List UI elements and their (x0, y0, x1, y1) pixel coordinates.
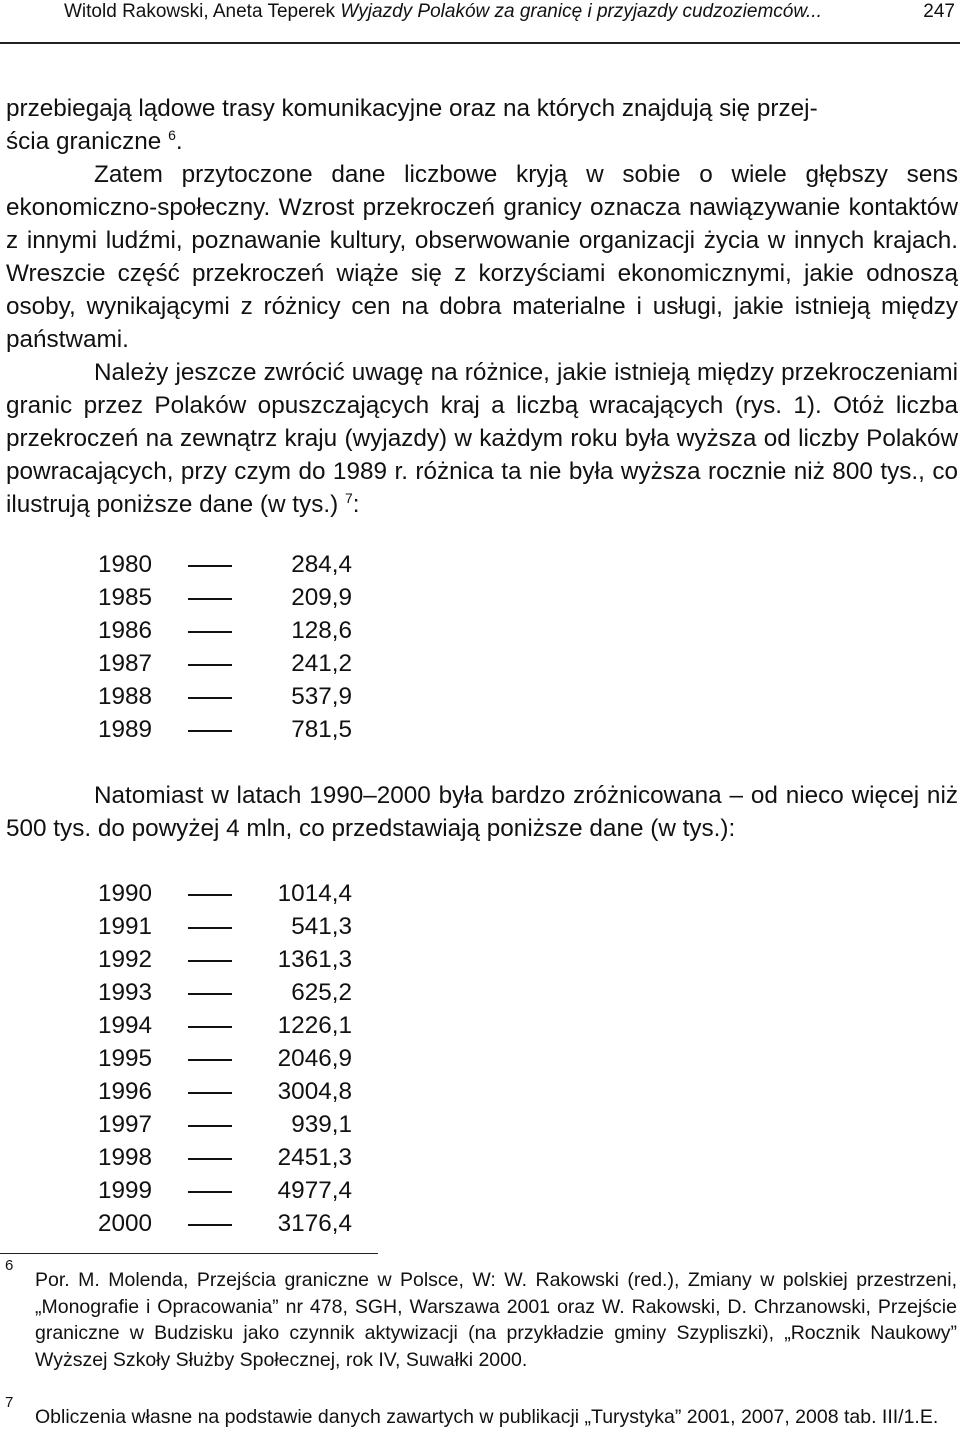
dash-separator (188, 1158, 232, 1160)
dash-separator (188, 993, 232, 995)
footnote-text: Obliczenia własne na podstawie danych zawartych w publikacji „Turystyka” 2001, 2007, 2008 tab. III/1.E. (35, 1406, 939, 1428)
row-value: 2451,3 (277, 1144, 352, 1171)
row-year: 1998 (98, 1144, 153, 1171)
paragraph3-end: : (352, 491, 360, 518)
row-value: 541,3 (291, 913, 352, 940)
row-value: 209,9 (291, 584, 352, 611)
row-value: 3176,4 (277, 1210, 352, 1237)
dash-separator (188, 1059, 232, 1061)
dash-separator (188, 598, 232, 600)
dash-separator (188, 565, 232, 567)
paragraph-4 (6, 779, 958, 845)
footnote-ref-6: 6 (168, 126, 176, 143)
row-year: 1987 (98, 650, 153, 677)
dash-separator (188, 1125, 232, 1127)
table-row (0, 910, 400, 943)
paragraph4-text: Natomiast w latach 1990–2000 była bardzo zróżnicowana – od nieco więcej niż 500 tys. do powyżej 4 mln, co przedstawiają poniższe dane (w tys.): (6, 782, 958, 842)
dash-separator (188, 894, 232, 896)
dash-separator (188, 1092, 232, 1094)
row-value: 1014,4 (277, 880, 352, 907)
table-row (0, 943, 400, 976)
row-value: 1226,1 (277, 1012, 352, 1039)
row-year: 1995 (98, 1045, 153, 1072)
row-value: 625,2 (291, 979, 352, 1006)
paragraph1-line1: przebiegają lądowe trasy komunikacyjne oraz na których znajdują się przej- (6, 95, 818, 122)
row-value: 4977,4 (277, 1177, 352, 1204)
row-value: 939,1 (291, 1111, 352, 1138)
row-value: 537,9 (291, 683, 352, 710)
dash-separator (188, 1224, 232, 1226)
row-value: 781,5 (291, 716, 352, 743)
paragraph-2 (6, 158, 958, 356)
row-year: 1994 (98, 1012, 153, 1039)
dash-separator (188, 1191, 232, 1193)
table-row (0, 1207, 400, 1240)
table-row (0, 647, 400, 680)
header-authors: Witold Rakowski, Aneta Teperek (64, 1, 336, 22)
dash-separator (188, 664, 232, 666)
footnote-number: 6 (5, 1257, 14, 1274)
table-row (0, 713, 400, 746)
table-row (0, 548, 400, 581)
row-year: 1997 (98, 1111, 153, 1138)
table-row (0, 1174, 400, 1207)
table-row (0, 1075, 400, 1108)
table-row (0, 680, 400, 713)
row-year: 1989 (98, 716, 153, 743)
row-year: 1991 (98, 913, 153, 940)
dash-separator (188, 927, 232, 929)
row-value: 3004,8 (277, 1078, 352, 1105)
running-title (64, 1, 822, 23)
dash-separator (188, 631, 232, 633)
row-value: 284,4 (291, 551, 352, 578)
paragraph2-text: Zatem przytoczone dane liczbowe kryją w sobie o wiele głębszy sens ekonomiczno-społeczny. Wzrost przekroczeń granicy oznacza nawiązywanie kontaktów z innymi ludźmi, poznawanie kultury, obserwowanie organizacji życia w innych krajach. Wreszcie część przekroczeń wiąże się z korzyściami ekonomicznymi, jakie odnoszą osoby, wynikającymi z różnicy cen na dobra materialne i usługi, jakie istnieją między państwami. (6, 161, 958, 353)
dash-separator (188, 730, 232, 732)
row-year: 1999 (98, 1177, 153, 1204)
footnote-separator (0, 1253, 378, 1254)
page-number: 247 (923, 1, 955, 22)
dash-separator (188, 697, 232, 699)
header-title: Wyjazdy Polaków za granicę i przyjazdy cudzoziemców... (340, 1, 822, 22)
table-row (0, 1042, 400, 1075)
paragraph3-text: Należy jeszcze zwrócić uwagę na różnice, jakie istnieją między przekroczeniami granic przez Polaków opuszczających kraj a liczbą wracających (rys. 1). Otóż liczba przekroczeń na zewnątrz kraju (wyjazdy) w każdym roku była wyższa od liczby Polaków powracających, przy czym do 1989 r. różnica ta nie była wyższa rocznie niż 800 tys., co ilustrują poniższe dane (w tys.) (6, 359, 958, 518)
paragraph-continuation (6, 92, 958, 158)
row-year: 2000 (98, 1210, 153, 1237)
table-row (0, 581, 400, 614)
row-year: 1980 (98, 551, 153, 578)
table-row (0, 976, 400, 1009)
footnote-ref-7: 7 (344, 489, 353, 506)
row-year: 1990 (98, 880, 153, 907)
table-row (0, 614, 400, 647)
footnote-text: Por. M. Molenda, Przejścia graniczne w Polsce, W: W. Rakowski (red.), Zmiany w polskiej przestrzeni, „Monografie i Opracowania” nr 478, SGH, Warszawa 2001 oraz W. Rakowski, D. Chrzanowski, Przejście graniczne w Budzisku jako czynnik aktywizacji (na przykładzie gminy Szypliszki), „Rocznik Naukowy” Wyższej Szkoły Służby Społecznej, rok IV, Suwałki 2000. (35, 1269, 957, 1371)
row-year: 1986 (98, 617, 153, 644)
paragraph-3 (6, 356, 958, 521)
row-year: 1985 (98, 584, 153, 611)
row-value: 128,6 (291, 617, 352, 644)
table-row (0, 1009, 400, 1042)
row-year: 1996 (98, 1078, 153, 1105)
table-row (0, 1141, 400, 1174)
dash-separator (188, 960, 232, 962)
paragraph1-line2: ścia graniczne (6, 128, 162, 155)
row-year: 1992 (98, 946, 153, 973)
dash-separator (188, 1026, 232, 1028)
row-year: 1993 (98, 979, 153, 1006)
paragraph1-end: . (175, 128, 183, 155)
table-row (0, 877, 400, 910)
row-year: 1988 (98, 683, 153, 710)
row-value: 1361,3 (277, 946, 352, 973)
row-value: 241,2 (291, 650, 352, 677)
row-value: 2046,9 (277, 1045, 352, 1072)
table-row (0, 1108, 400, 1141)
running-header (0, 0, 960, 44)
footnote-number: 7 (5, 1394, 14, 1411)
